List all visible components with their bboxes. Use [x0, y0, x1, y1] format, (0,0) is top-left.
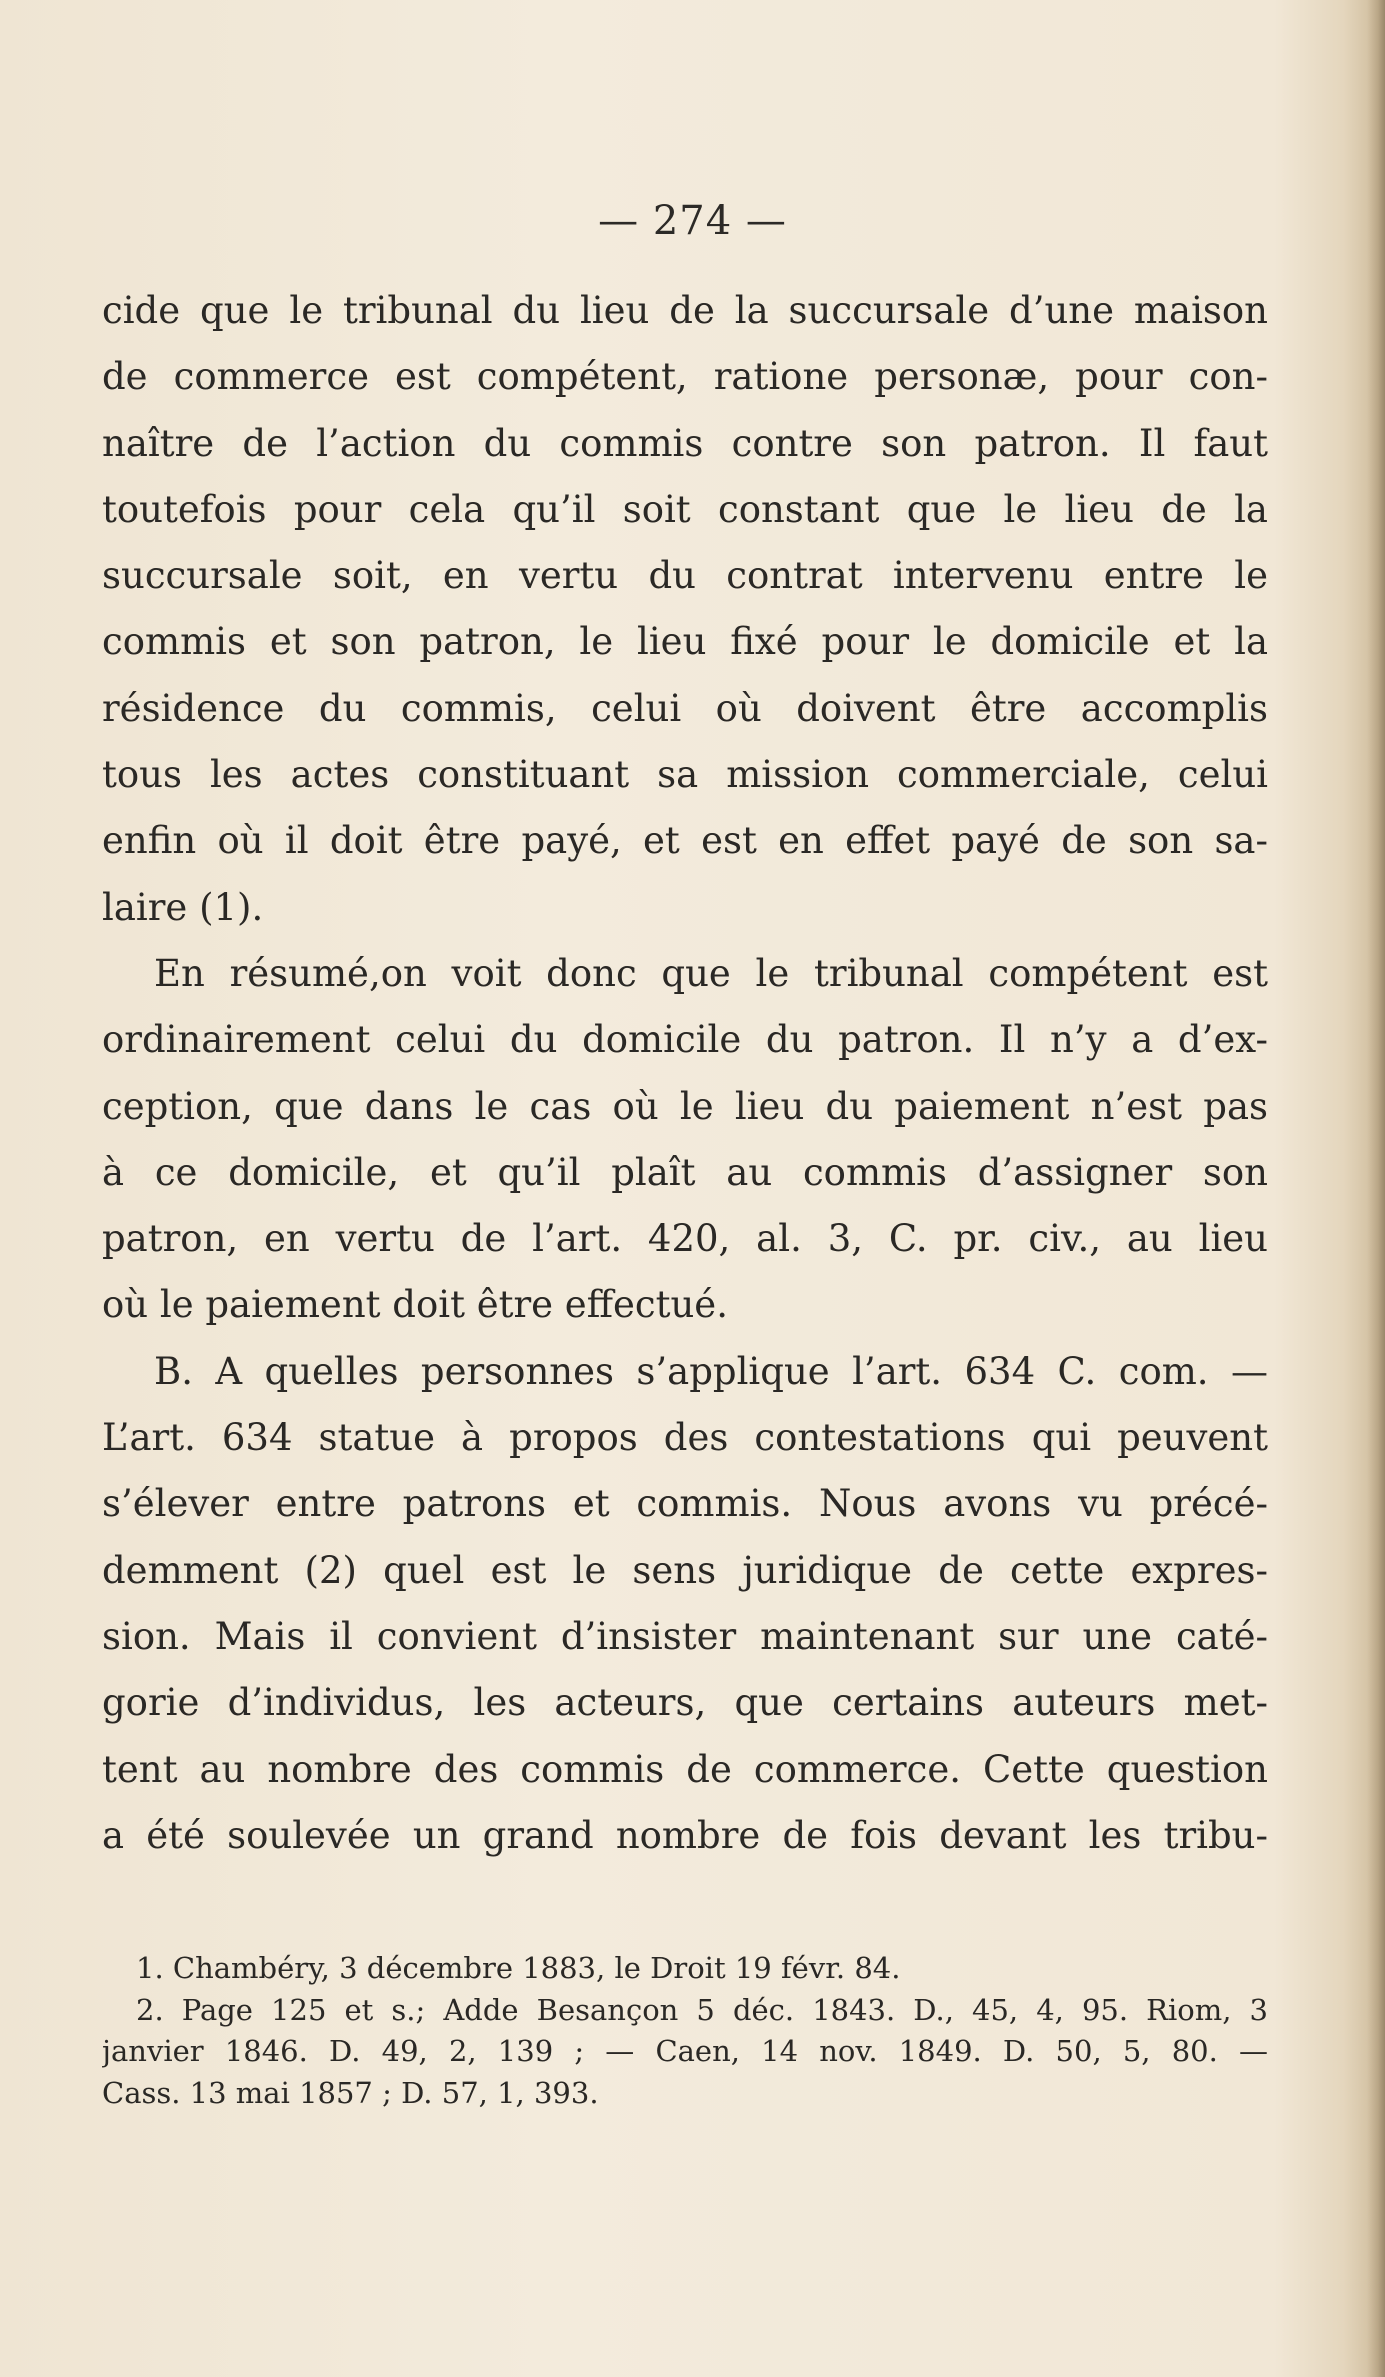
- text-line: toutefois pour cela qu’il soit constant que le lieu de la: [102, 487, 1268, 531]
- page-edge-shadow: [1367, 0, 1385, 2377]
- section-heading-line: B. A quelles personnes s’applique l’art. 634 C. com. —: [154, 1349, 1268, 1393]
- text-line: tous les actes constituant sa mission commerciale, celui: [102, 753, 1268, 797]
- text-line: ordinairement celui du domicile du patron. Il n’y a d’ex-: [102, 1018, 1268, 1062]
- text-line: cide que le tribunal du lieu de la succursale d’une maison: [102, 289, 1268, 332]
- text-line: succursale soit, en vertu du contrat intervenu entre le: [102, 554, 1268, 598]
- text-line: résidence du commis, celui où doivent être accomplis: [102, 686, 1268, 730]
- body-text: [102, 278, 1268, 1869]
- text-line: a été soulevée un grand nombre de fois devant les tribu-: [102, 1813, 1268, 1857]
- text-line: de commerce est compétent, ratione personæ, pour con-: [102, 355, 1268, 399]
- footnote-line: 2. Page 125 et s.; Adde Besançon 5 déc. 1843. D., 45, 4, 95. Riom, 3: [136, 1992, 1268, 2027]
- text-line: commis et son patron, le lieu fixé pour le domicile et la: [102, 620, 1268, 664]
- text-line: ception, que dans le cas où le lieu du paiement n’est pas: [102, 1084, 1268, 1128]
- text-line: En résumé,on voit donc que le tribunal compétent est: [154, 951, 1268, 995]
- page-number: — 274 —: [598, 198, 787, 244]
- text-line: L’art. 634 statue à propos des contestations qui peuvent: [102, 1416, 1268, 1460]
- footnote-line: 1. Chambéry, 3 décembre 1883, le Droit 19 févr. 84.: [136, 1951, 901, 1985]
- footnote-line: Cass. 13 mai 1857 ; D. 57, 1, 393.: [102, 2075, 599, 2110]
- footnote-line: janvier 1846. D. 49, 2, 139 ; — Caen, 14 nov. 1849. D. 50, 5, 80. —: [102, 2034, 1268, 2068]
- text-line: demment (2) quel est le sens juridique de cette expres-: [102, 1548, 1268, 1592]
- text-line: patron, en vertu de l’art. 420, al. 3, C. pr. civ., au lieu: [102, 1217, 1268, 1261]
- text-line: enfin où il doit être payé, et est en effet payé de son sa-: [102, 819, 1268, 863]
- text-line: laire (1).: [102, 885, 264, 929]
- text-line: s’élever entre patrons et commis. Nous avons vu précé-: [102, 1482, 1268, 1526]
- text-line: tent au nombre des commis de commerce. Cette question: [102, 1747, 1268, 1791]
- text-line: naître de l’action du commis contre son patron. Il faut: [102, 421, 1268, 465]
- text-line: gorie d’individus, les acteurs, que certains auteurs met-: [102, 1681, 1268, 1725]
- text-line: où le paiement doit être effectué.: [102, 1283, 728, 1327]
- footnotes: [102, 1948, 1268, 2114]
- text-line: à ce domicile, et qu’il plaît au commis d’assigner son: [102, 1150, 1268, 1194]
- text-line: sion. Mais il convient d’insister maintenant sur une caté-: [102, 1614, 1268, 1658]
